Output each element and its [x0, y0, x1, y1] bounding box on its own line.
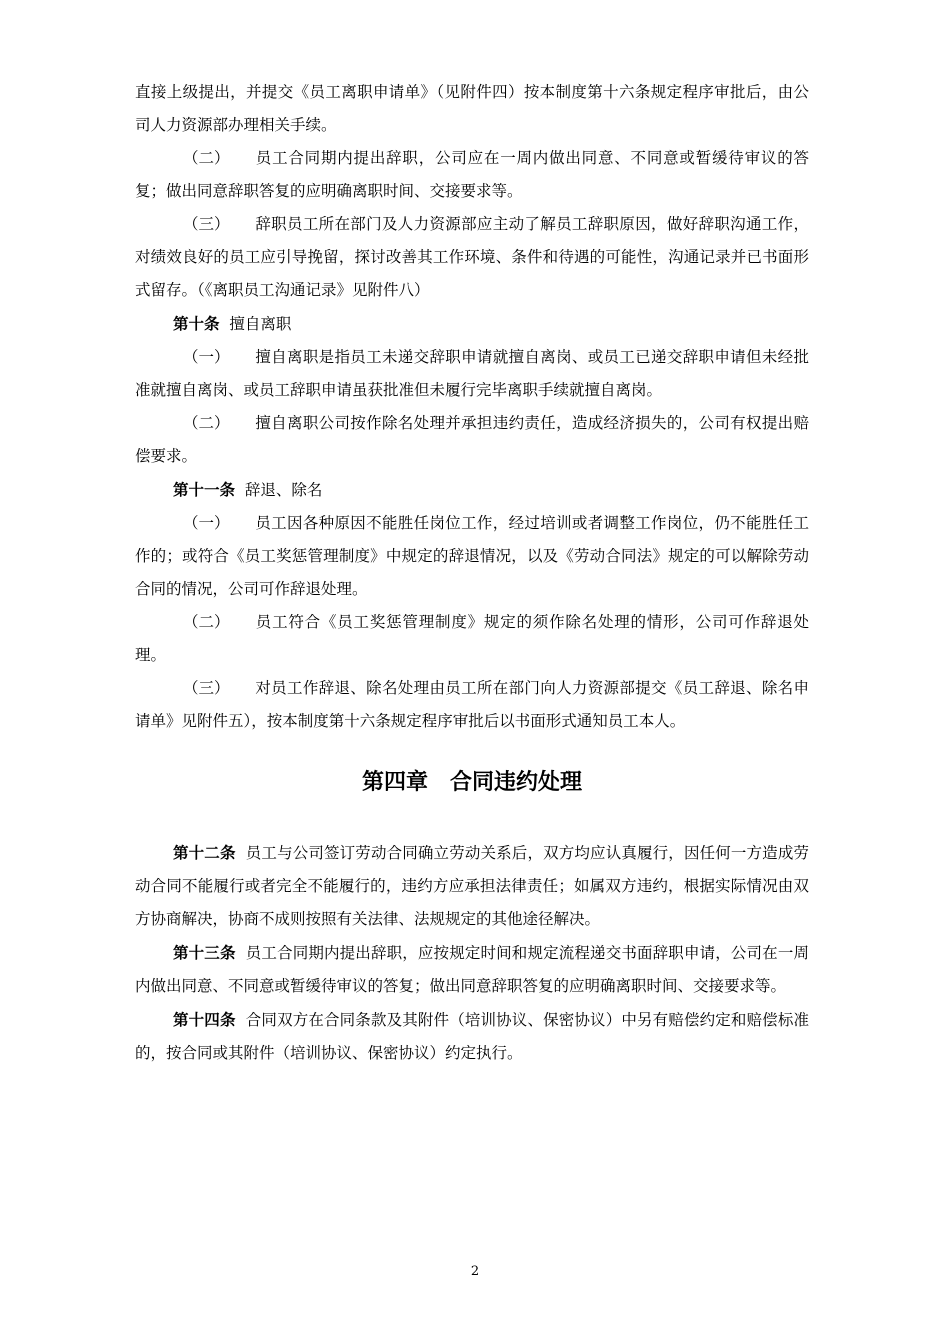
clause-9-3 [135, 208, 809, 307]
clause-text: 员工合同期内提出辞职，公司应在一周内做出同意、不同意或暂缓待审议的答复；做出同意辞职答复的应明确离职时间、交接要求等。 [135, 149, 809, 200]
article-11-heading [173, 473, 809, 507]
clause-number: （三） [183, 679, 230, 697]
article-text: 员工与公司签订劳动合同确立劳动关系后，双方均应认真履行，因任何一方造成劳动合同不能履行或者完全不能履行的，违约方应承担法律责任；如属双方违约，根据实际情况由双方协商解决，协商不成则按照有关法律、法规规定的其他途径解决。 [135, 844, 809, 928]
document-body [135, 76, 809, 1070]
clause-9-2 [135, 142, 809, 208]
paragraph-continuation: 直接上级提出，并提交《员工离职申请单》（见附件四）按本制度第十六条规定程序审批后，由公司人力资源部办理相关手续。 [135, 83, 809, 134]
article-12 [135, 836, 809, 936]
clause-number: （二） [183, 149, 230, 167]
clause-number: （二） [183, 613, 230, 631]
page-number: 2 [470, 1264, 480, 1279]
clause-number: （三） [183, 215, 230, 233]
spacer [135, 738, 809, 766]
article-14 [135, 1003, 809, 1070]
article-label: 第十条 [173, 314, 220, 333]
clause-text: 擅自离职是指员工未递交辞职申请就擅自离岗、或员工已递交辞职申请但未经批准就擅自离岗、或员工辞职申请虽获批准但未履行完毕离职手续就擅自离岗。 [135, 348, 809, 399]
article-title: 辞退、除名 [244, 481, 323, 499]
clause-11-3 [135, 672, 809, 738]
article-title: 擅自离职 [229, 315, 292, 333]
clause-number: （一） [183, 348, 230, 366]
article-label: 第十一条 [173, 480, 236, 499]
chapter-heading: 第四章 合同违约处理 [361, 770, 582, 795]
article-text: 合同双方在合同条款及其附件（培训协议、保密协议）中另有赔偿约定和赔偿标准的，按合同或其附件（培训协议、保密协议）约定执行。 [135, 1011, 809, 1062]
article-label: 第十二条 [173, 843, 236, 862]
clause-number: （一） [183, 514, 230, 532]
article-label: 第十四条 [173, 1010, 236, 1029]
article-text: 员工合同期内提出辞职，应按规定时间和规定流程递交书面辞职申请，公司在一周内做出同意、不同意或暂缓待审议的答复；做出同意辞职答复的应明确离职时间、交接要求等。 [135, 944, 809, 995]
clause-11-1 [135, 507, 809, 606]
clause-number: （二） [183, 414, 230, 432]
clause-10-1 [135, 341, 809, 407]
clause-text: 员工因各种原因不能胜任岗位工作，经过培训或者调整工作岗位，仍不能胜任工作的；或符合《员工奖惩管理制度》中规定的辞退情况，以及《劳动合同法》规定的可以解除劳动合同的情况，公司可作辞退处理。 [135, 514, 809, 598]
clause-text: 辞职员工所在部门及人力资源部应主动了解员工辞职原因，做好辞职沟通工作，对绩效良好的员工应引导挽留，探讨改善其工作环境、条件和待遇的可能性，沟通记录并已书面形式留存。（《离职员工沟通记录》见附件八） [135, 215, 809, 299]
clause-text: 员工符合《员工奖惩管理制度》规定的须作除名处理的情形，公司可作辞退处理。 [135, 613, 809, 664]
clause-11-2 [135, 606, 809, 672]
article-13 [135, 936, 809, 1003]
clause-10-2 [135, 407, 809, 473]
spacer [135, 800, 809, 836]
clause-text: 擅自离职公司按作除名处理并承担违约责任，造成经济损失的，公司有权提出赔偿要求。 [135, 414, 809, 465]
clause-text: 对员工作辞退、除名处理由员工所在部门向人力资源部提交《员工辞退、除名申请单》见附件五），按本制度第十六条规定程序审批后以书面形式通知员工本人。 [135, 679, 809, 730]
article-label: 第十三条 [173, 943, 236, 962]
article-10-heading [173, 307, 809, 341]
